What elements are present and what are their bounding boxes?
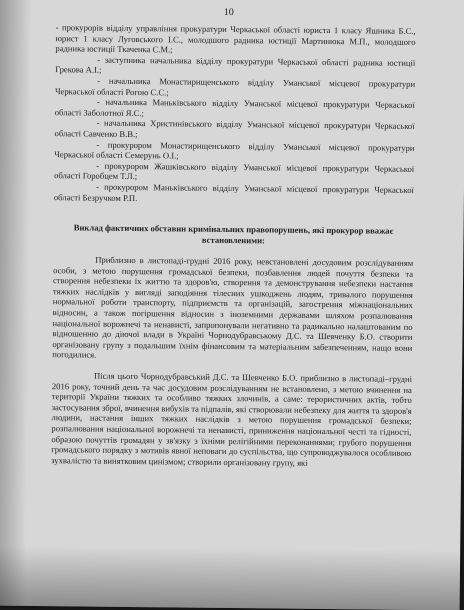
paragraph: Приблизно в листопаді-грудні 2016 року, невстановлені досудовим розслідуванням особи, з метою порушення громадської безпеки, позбавлення людей почуття безпеки та створення небезпеки їх життю та здоров'ю, створення та демонстрування небезпеки настання тяжких наслідків у вигляді заподіяння тілесних ушкоджень людям, тривалого порушення нормальної роботи транспорту, підприємств та організацій, загострення міжнаціональних відносин, а також погіршення відносин з іноземними державами шляхом розпалювання національної ворожнечі та ненависті, запропонували негативно та радикально налаштованим по відношенню до діючої влади в Україні Чорнодубравському Д.С. та Шевченку Б.О. створити організовану групу з подальшим їхнім фінансовим та матеріальним забезпеченням, нащо вони погодилися. — [52, 254, 414, 361]
list-item: - прокурором Монастирищенського відділу Уманської місцевої прокуратури Черкаської області Семерунь О.І.; — [54, 139, 415, 161]
list-item: - начальника Монастирищенського відділу Уманської місцевої прокуратури Черкаської області Рогою С.С.; — [54, 75, 416, 97]
list-item: - начальника Христинівського відділу Уманської місцевої прокуратури Черкаської області Савченко В.В.; — [54, 117, 415, 139]
section-heading: Виклад фактичних обставин кримінальних правопорушень, які прокурор вважає встановленими: — [73, 222, 394, 246]
paragraph: Після цього Чорнодубравський Д.С. та Шевченко Б.О. приблизно в листопаді–грудні 2016 року, точний день та час досудовим розслідуванням не встановлено, з метою вчинення на території України тяжких та особливо тяжких злочинів, а саме: терористичних актів, тобто застосування зброї, вчинення вибухів та підпалів, які створювали небезпеку для життя та здоров'я людини, настання інших тяжких наслідків з метою порушення громадської безпеки; розпалювання національної ворожнечі та ненависті, приниження національної честі та гідності, образою почуттів громадян у зв'язку з їхніми релігійними переконаннями; грубого порушення громадського порядку з мотивів явної неповаги до суспільства, що супроводжувалося особливою зухвалістю та винятковим цинізмом; створили організовану групу, які — [51, 370, 413, 468]
list-item: - начальника Маньківського відділу Уманської місцевої прокуратури Черкаської області Заболотної Я.С.; — [54, 96, 415, 118]
document-body — [51, 22, 416, 469]
list-item: - прокурором Маньківського відділу Уманської місцевої прокуратури Черкаської області Безручком Р.П. — [53, 181, 415, 203]
list-item: - заступника начальника відділу прокуратури Черкаської області радника юстиції Грекова А.І.; — [55, 54, 416, 76]
list-item: - прокурором Жашківського відділу Уманської місцевої прокуратури Черкаської області Горобцем Т.Л.; — [54, 160, 415, 182]
page-shadow — [0, 545, 460, 610]
list-item: - прокурорів відділу управління прокуратури Черкаської області юриста 1 класу Яшника Б.С., юрист 1 класу Луговського І.С., молодшого радника юстиції Мартинюка М.П., молодшого радника юстиції Ткаченка С.М.; — [55, 22, 416, 55]
page-number: 10 — [223, 6, 234, 19]
page-shadow — [0, 0, 32, 606]
